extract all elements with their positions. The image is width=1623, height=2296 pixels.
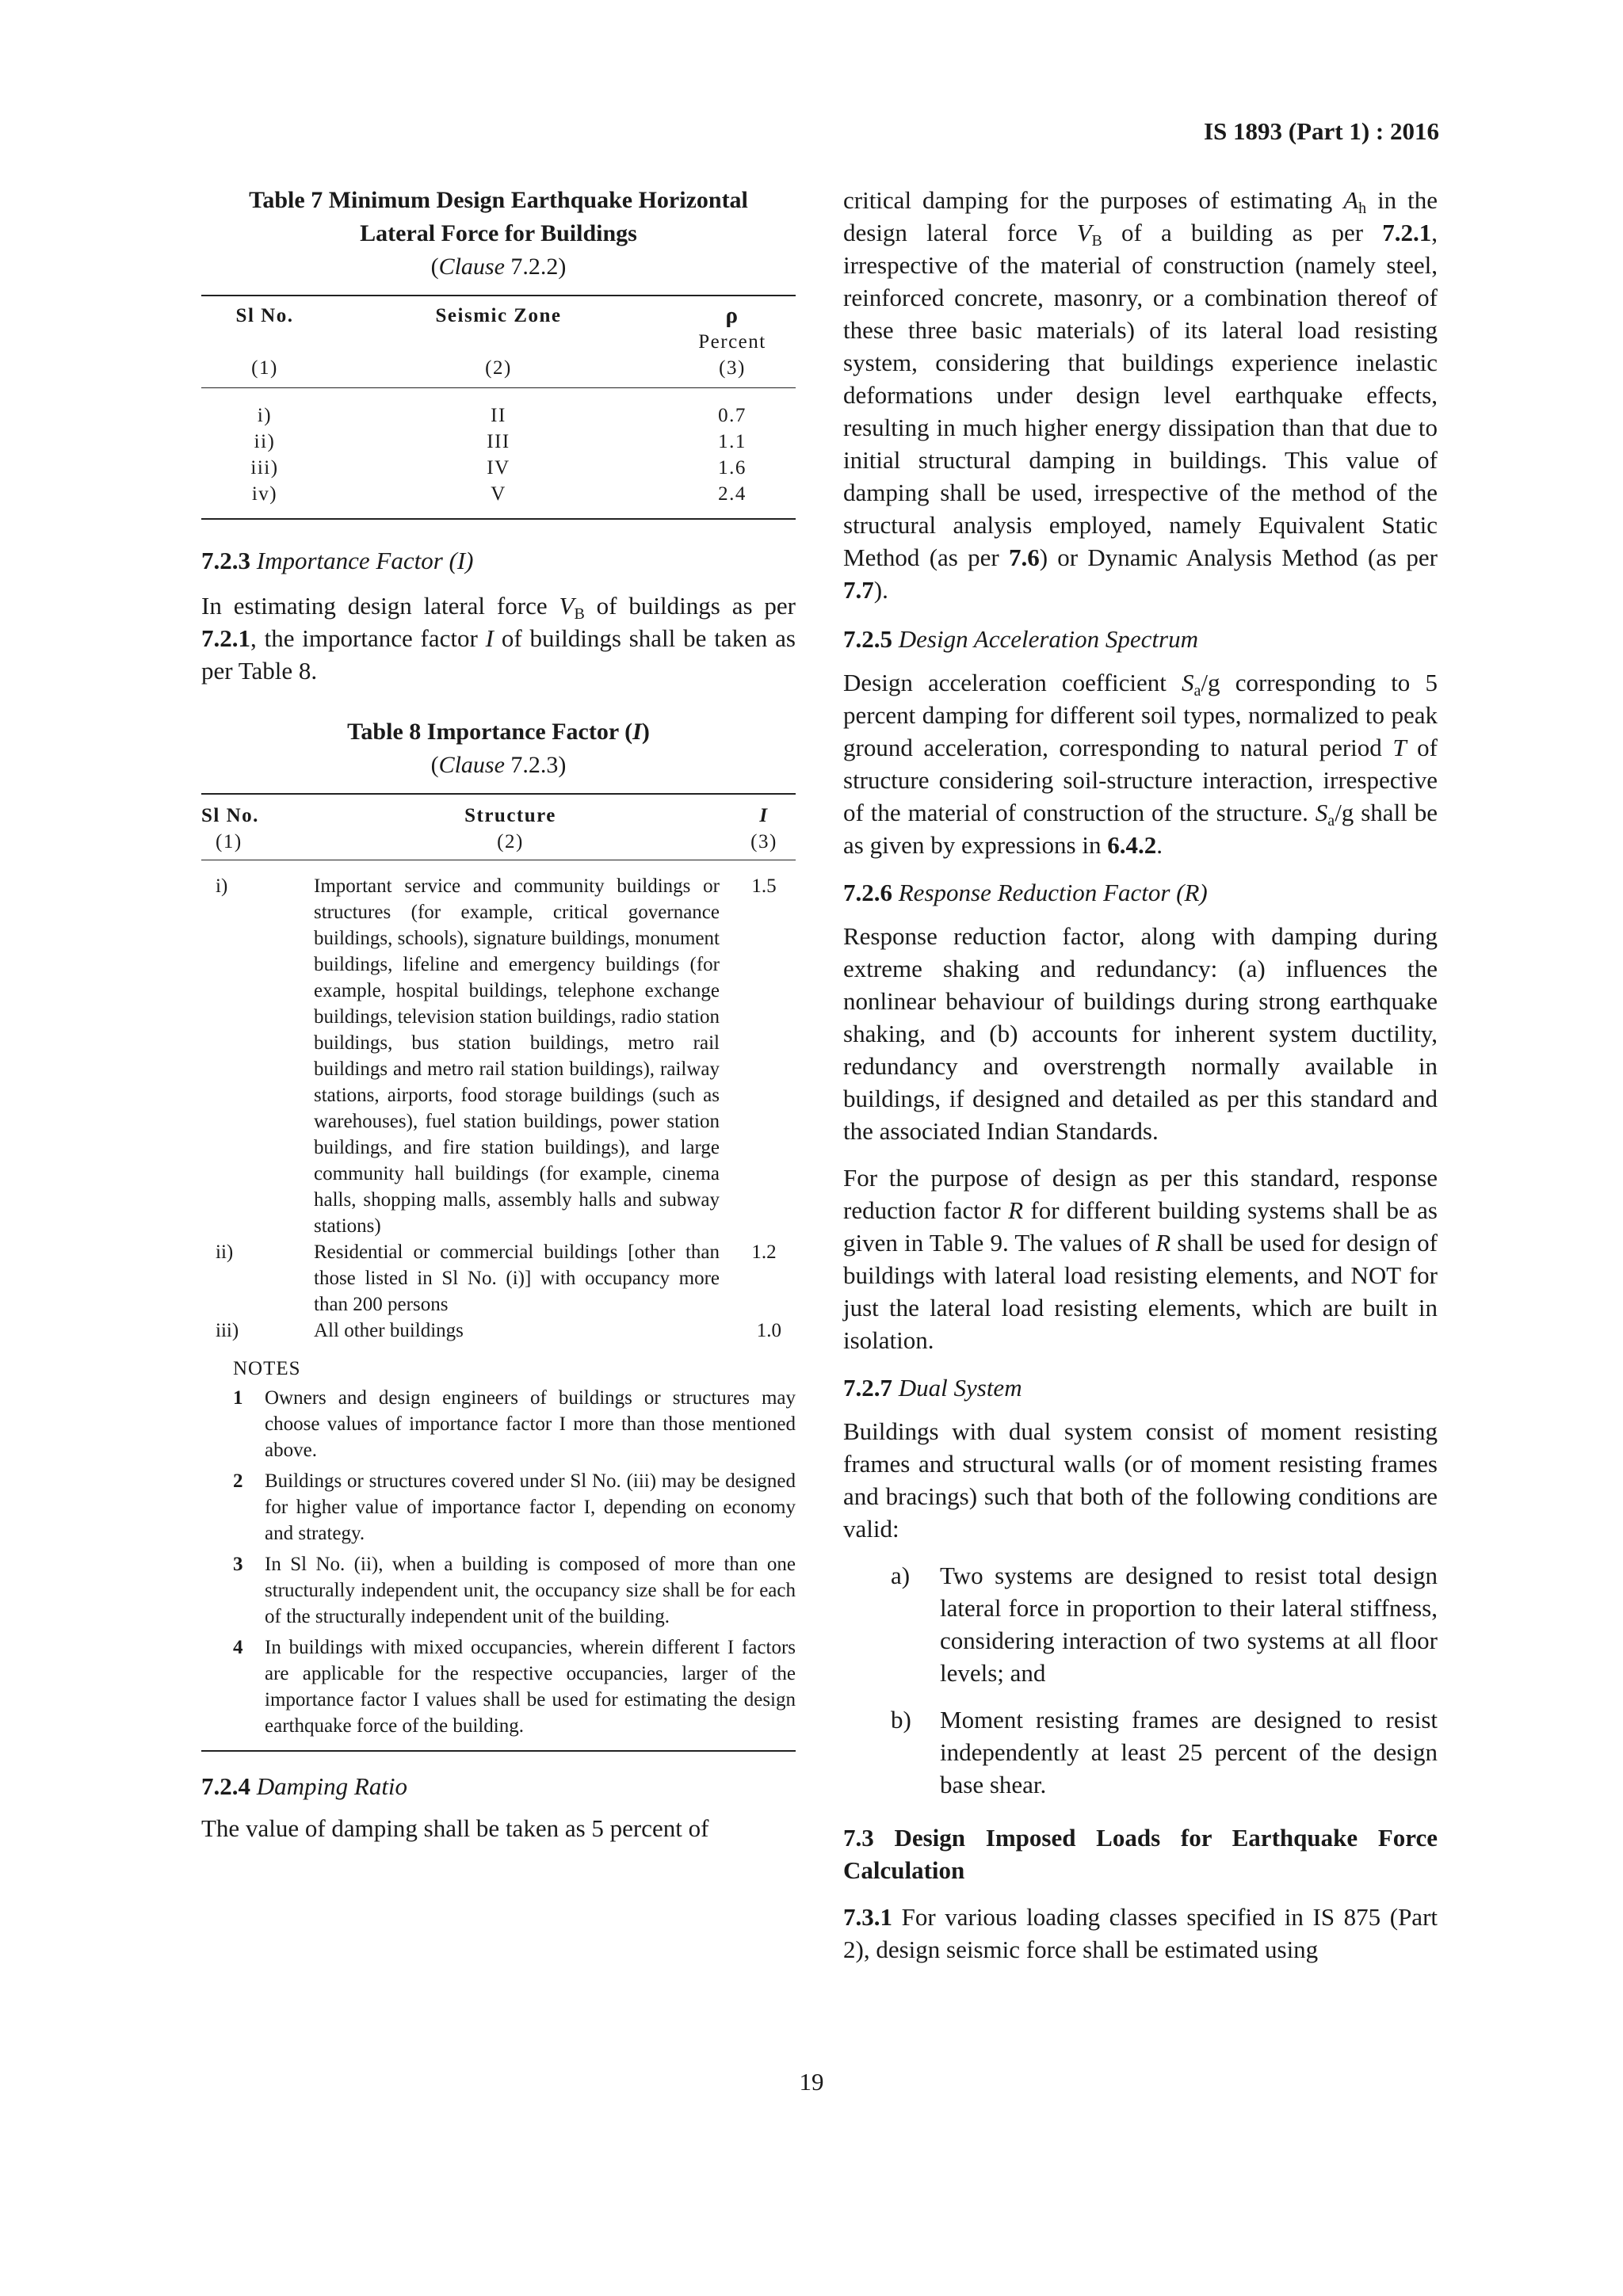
table-row: iv) V 2.4 xyxy=(251,483,747,505)
section-7-3-1-text: 7.3.1 For various loading classes specified in IS 875 (Part 2), design seismic force shall be estimated using xyxy=(843,1903,1438,1963)
table7-number-row: (1) (2) (3) xyxy=(251,357,746,379)
table-row: ii) III 1.1 xyxy=(254,431,747,452)
list-item: a) Two systems are designed to resist total design lateral force in proportion to their lateral stiffness, considering interaction of two systems at all floor levels; and xyxy=(891,1562,1438,1687)
section-7-2-3-heading: 7.2.3 Importance Factor (I) xyxy=(201,547,474,574)
page-header: IS 1893 (Part 1) : 2016 xyxy=(1203,117,1439,145)
table7-clause: (Clause 7.2.2) xyxy=(430,254,567,280)
table8-clause: (Clause 7.2.3) xyxy=(430,752,567,778)
section-7-3-heading: 7.3 Design Imposed Loads for Earthquake Force Calculation xyxy=(843,1824,1438,1884)
table8-header: Sl No. Structure I (1) (2) (3) xyxy=(201,805,777,852)
table8-body xyxy=(201,873,796,1344)
section-7-2-6-heading: 7.2.6 Response Reduction Factor (R) xyxy=(843,879,1208,906)
table7-col3: ρ xyxy=(725,303,739,328)
table8 xyxy=(201,715,796,1752)
right-column xyxy=(843,184,1438,1966)
section-7-2-6-text-2: For the purpose of design as per this standard, response reduction factor R for different building systems shall be as given in Table 9. The values of R shall be used for design of buildings with lateral load resisting elements, and NOT for just the lateral load resisting elements, which are built in isolation. xyxy=(843,1164,1438,1354)
note-item: 2 Buildings or structures covered under Sl No. (iii) may be designed for higher value of importance factor I, depending on economy and strategy. xyxy=(233,1470,796,1544)
table7-col1: Sl No. xyxy=(235,305,294,326)
table7-grid xyxy=(201,296,796,387)
table8-caption: Table 8 Importance Factor (I) xyxy=(347,719,650,745)
section-7-2-4-heading: 7.2.4 Damping Ratio xyxy=(201,1772,408,1800)
note-item: 3 In Sl No. (ii), when a building is composed of more than one structurally independent unit, the occupancy size shall be for each of the structurally independent unit of the building. xyxy=(233,1554,796,1627)
table7 xyxy=(201,184,796,520)
table-row: i) Important service and community buildings or structures (for example, critical governance buildings, schools), signature buildings, monument buildings, lifeline and emergency buildings (for example, hospital buildings, telephone exchange buildings, television station buildings, radio station buildings, bus station buildings, metro rail buildings and metro rail station buildings), railway stations, airports, food storage buildings (such as warehouses), fuel station buildings, power station buildings, and fire station buildings), and large community hall buildings (for example, cinema halls, shopping malls, assembly halls and subway stations) 1.5 xyxy=(216,875,777,1237)
section-7-2-7-heading: 7.2.7 Dual System xyxy=(843,1374,1022,1402)
note-item: 1 Owners and design engineers of buildings or structures may choose values of importance factor I more than those mentioned above. xyxy=(233,1387,796,1461)
table7-body xyxy=(201,402,796,507)
section-7-2-4-text: The value of damping shall be taken as 5 percent of xyxy=(201,1814,709,1842)
table7-header-row xyxy=(201,303,796,329)
section-7-2-5-text: Design acceleration coefficient $S_a/g$ corresponding to 5 percent damping for different soil types, normalized to peak ground acceleration, corresponding to natural period T of structure considering soil-structure interaction, irrespective of the material of construction of the structure. $S_a/g$ shall be as given by expressions in 6.4.2. xyxy=(843,669,1438,859)
table7-col2: Seismic Zone xyxy=(435,305,562,326)
section-7-2-7-text: Buildings with dual system consist of moment resisting frames and structural walls (or of moment resisting frames and bracings) such that both of the following conditions are valid: xyxy=(843,1417,1438,1543)
table7-caption-line2: Lateral Force for Buildings xyxy=(360,220,637,246)
section-7-2-5-heading: 7.2.5 Design Acceleration Spectrum xyxy=(843,625,1198,653)
section-7-2-6-text-1: Response reduction factor, along with damping during extreme shaking and redundancy: (a) influences the nonlinear behaviour of buildings during strong earthquake shaking, and (b) accounts for inherent system ductility, redundancy and overstrength normally available in buildings, if designed and detailed as per this standard and the associated Indian Standards. xyxy=(843,922,1438,1145)
notes-title: NOTES xyxy=(233,1358,301,1379)
section-7-2-3-text: In estimating design lateral force $V_B$ of buildings as per 7.2.1, the importance factor I of buildings shall be taken as per Table 8. xyxy=(201,592,796,685)
left-column xyxy=(201,184,796,1844)
table-row: iii) All other buildings 1.0 xyxy=(216,1320,781,1341)
table-row: ii) Residential or commercial buildings [other than those listed in Sl No. (i)] with occupancy more than 200 persons 1.2 xyxy=(216,1241,777,1315)
note-item: 4 In buildings with mixed occupancies, wherein different I factors are applicable for the respective occupancies, larger of the importance factor I values shall be used for estimating the design earthquake force of the building. xyxy=(233,1637,796,1737)
table-row: iii) IV 1.6 xyxy=(250,457,747,479)
table7-col3-unit: Percent xyxy=(698,331,766,353)
damping-continuation-text: critical damping for the purposes of estimating $A_h$ in the design lateral force $V_B$ of a building as per 7.2.1, irrespective of the material of construction (namely steel, reinforced concrete, masonry, or a combination thereof of these three basic materials) of its lateral load resisting system, considering that buildings experience inelastic deformations under design level earthquake effects, resulting in much higher energy dissipation than that due to initial structural damping in buildings. This value of damping shall be used, irrespective of the method of the structural analysis employed, namely Equivalent Static Method (as per 7.6) or Dynamic Analysis Method (as per 7.7). xyxy=(843,186,1438,604)
table7-caption-line1: Table 7 Minimum Design Earthquake Horizontal xyxy=(249,187,748,213)
table-row: i) II 0.7 xyxy=(257,405,747,426)
list-item: b) Moment resisting frames are designed to resist independently at least 25 percent of the design base shear. xyxy=(891,1706,1438,1798)
page-number: 19 xyxy=(799,2068,824,2096)
